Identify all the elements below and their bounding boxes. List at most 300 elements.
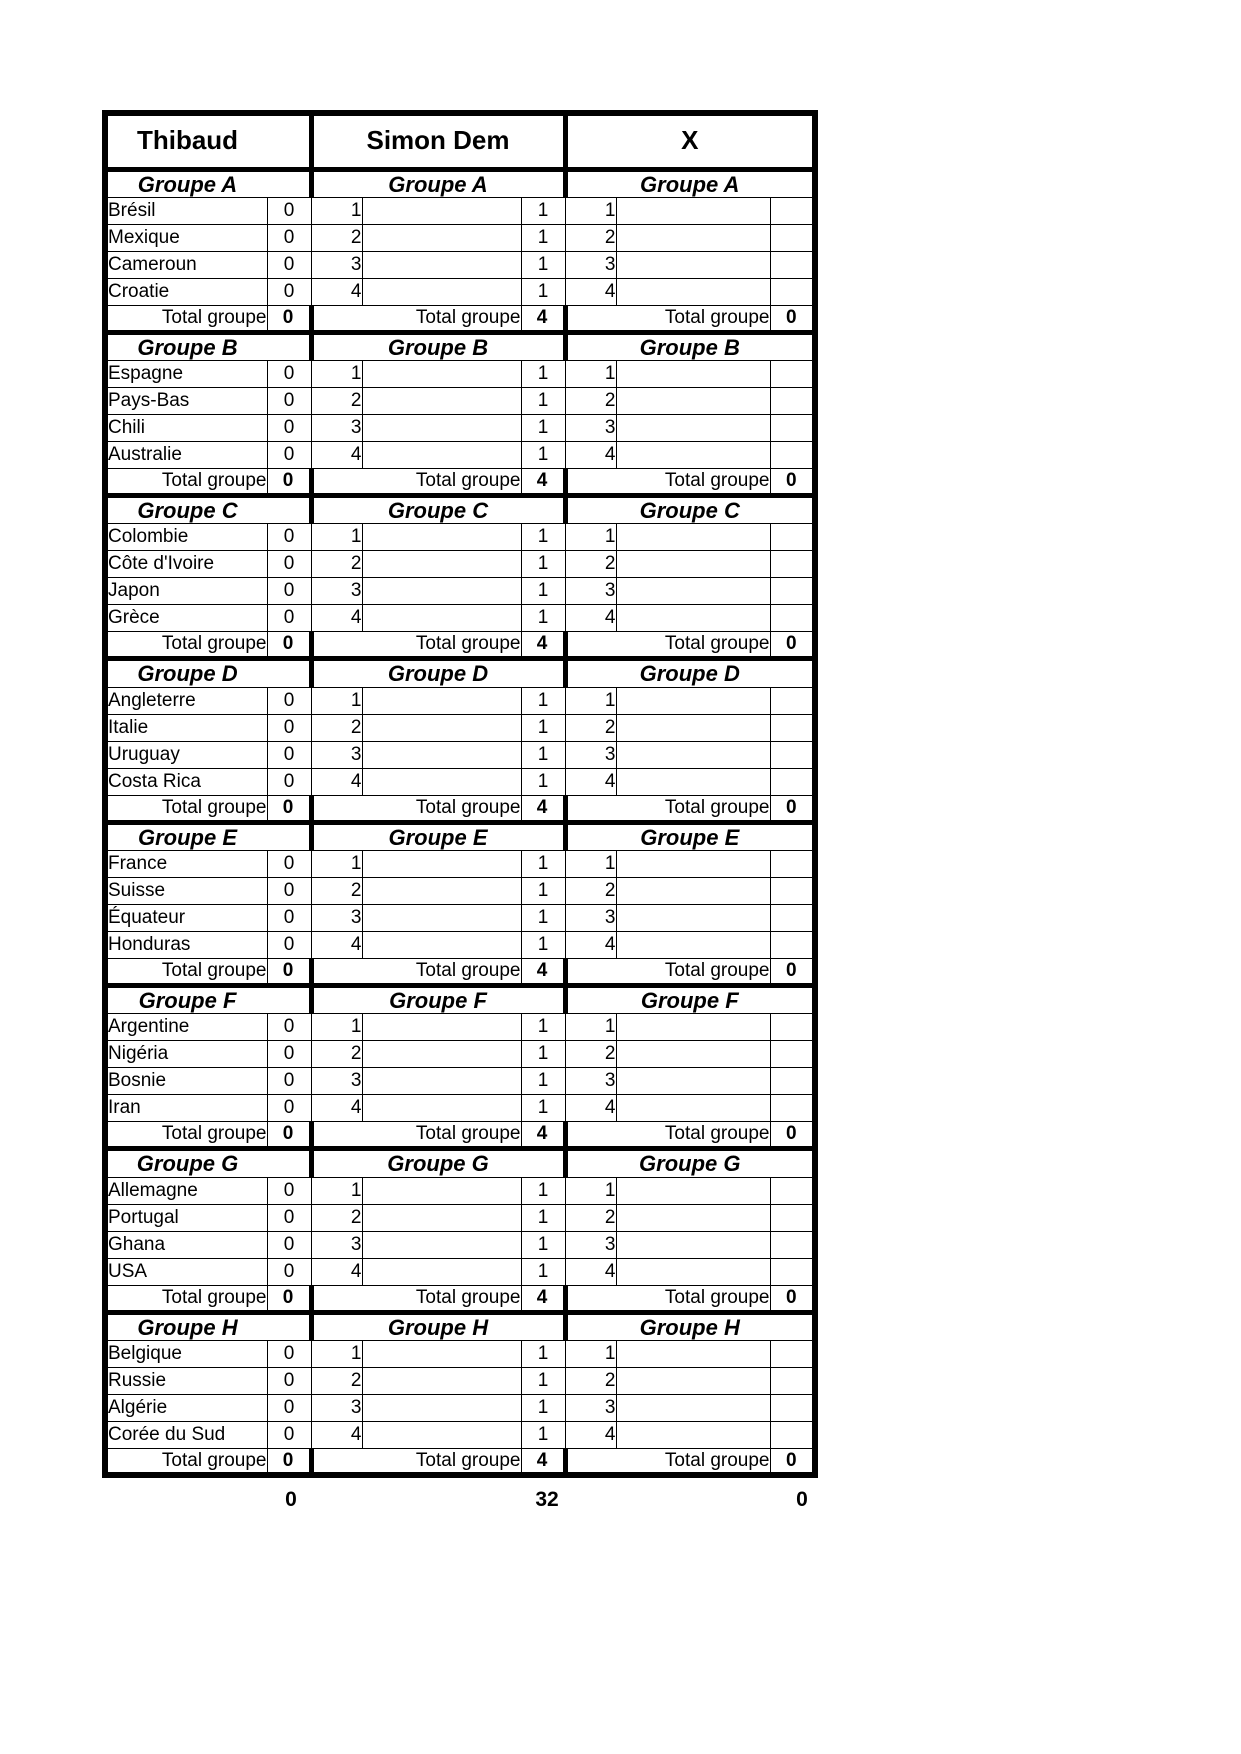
x-rank-cell: 4 <box>565 1095 616 1122</box>
team-name-cell: Iran <box>105 1095 267 1122</box>
thibaud-points-cell: 0 <box>267 605 311 632</box>
simon-points-cell: 1 <box>521 415 565 442</box>
total-group-label-x: Total groupe <box>565 795 770 822</box>
simon-team-cell <box>362 278 521 305</box>
team-name-cell: Australie <box>105 442 267 469</box>
total-group-label-thibaud: Total groupe <box>105 1448 267 1475</box>
simon-rank-cell: 4 <box>311 1258 362 1285</box>
team-name-cell: Chili <box>105 415 267 442</box>
simon-points-cell: 1 <box>521 551 565 578</box>
total-group-label-simon: Total groupe <box>311 795 521 822</box>
x-points-cell <box>770 877 815 904</box>
total-group-label-thibaud: Total groupe <box>105 632 267 659</box>
simon-points-cell: 1 <box>521 1231 565 1258</box>
simon-rank-cell: 3 <box>311 578 362 605</box>
simon-points-cell: 1 <box>521 1177 565 1204</box>
group-total-row <box>105 1285 815 1312</box>
simon-rank-cell: 2 <box>311 1367 362 1394</box>
team-row <box>105 605 815 632</box>
total-group-label-thibaud: Total groupe <box>105 469 267 496</box>
total-group-value-simon: 4 <box>521 469 565 496</box>
simon-points-cell: 1 <box>521 741 565 768</box>
total-group-label-simon: Total groupe <box>311 469 521 496</box>
simon-rank-cell: 4 <box>311 768 362 795</box>
x-team-cell <box>616 768 770 795</box>
thibaud-points-cell: 0 <box>267 741 311 768</box>
simon-team-cell <box>362 524 521 551</box>
team-row <box>105 1068 815 1095</box>
team-row <box>105 361 815 388</box>
x-team-cell <box>616 1068 770 1095</box>
simon-rank-cell: 3 <box>311 904 362 931</box>
simon-points-cell: 1 <box>521 197 565 224</box>
simon-team-cell <box>362 1204 521 1231</box>
group-label-x: Groupe F <box>565 985 815 1013</box>
group-total-row <box>105 632 815 659</box>
group-header-row <box>105 1312 815 1340</box>
x-points-cell <box>770 1068 815 1095</box>
simon-team-cell <box>362 768 521 795</box>
x-team-cell <box>616 877 770 904</box>
team-row <box>105 1394 815 1421</box>
total-group-label-simon: Total groupe <box>311 632 521 659</box>
team-row <box>105 687 815 714</box>
team-row <box>105 578 815 605</box>
team-name-cell: Belgique <box>105 1340 267 1367</box>
x-team-cell <box>616 524 770 551</box>
simon-rank-cell: 1 <box>311 361 362 388</box>
team-name-cell: Cameroun <box>105 251 267 278</box>
group-total-row <box>105 469 815 496</box>
x-rank-cell: 4 <box>565 1258 616 1285</box>
simon-points-cell: 1 <box>521 278 565 305</box>
total-group-label-x: Total groupe <box>565 305 770 332</box>
thibaud-points-cell: 0 <box>267 1421 311 1448</box>
x-points-cell <box>770 1204 815 1231</box>
group-label-thibaud: Groupe F <box>105 985 267 1013</box>
group-header-gap-thibaud <box>267 169 311 197</box>
simon-team-cell <box>362 1367 521 1394</box>
simon-rank-cell: 1 <box>311 1177 362 1204</box>
thibaud-points-cell: 0 <box>267 904 311 931</box>
simon-rank-cell: 2 <box>311 1041 362 1068</box>
group-header-row <box>105 169 815 197</box>
total-group-label-thibaud: Total groupe <box>105 958 267 985</box>
x-team-cell <box>616 687 770 714</box>
total-group-value-thibaud: 0 <box>267 1448 311 1475</box>
simon-rank-cell: 2 <box>311 714 362 741</box>
group-label-x: Groupe H <box>565 1312 815 1340</box>
thibaud-points-cell: 0 <box>267 931 311 958</box>
team-row <box>105 197 815 224</box>
total-group-label-simon: Total groupe <box>311 305 521 332</box>
x-team-cell <box>616 714 770 741</box>
team-row <box>105 1177 815 1204</box>
x-rank-cell: 1 <box>565 1340 616 1367</box>
total-group-value-thibaud: 0 <box>267 469 311 496</box>
team-name-cell: Allemagne <box>105 1177 267 1204</box>
thibaud-points-cell: 0 <box>267 1177 311 1204</box>
simon-rank-cell: 3 <box>311 1068 362 1095</box>
total-group-value-x: 0 <box>770 632 815 659</box>
x-rank-cell: 1 <box>565 524 616 551</box>
team-row <box>105 1095 815 1122</box>
x-team-cell <box>616 605 770 632</box>
group-label-x: Groupe C <box>565 496 815 524</box>
simon-rank-cell: 1 <box>311 1014 362 1041</box>
thibaud-points-cell: 0 <box>267 1068 311 1095</box>
player-header-gap-thibaud <box>267 113 311 169</box>
group-label-simon: Groupe E <box>311 822 565 850</box>
simon-rank-cell: 2 <box>311 877 362 904</box>
x-points-cell <box>770 1258 815 1285</box>
x-team-cell <box>616 1204 770 1231</box>
group-label-x: Groupe D <box>565 659 815 687</box>
group-header-row <box>105 1149 815 1177</box>
team-row <box>105 551 815 578</box>
x-rank-cell: 1 <box>565 850 616 877</box>
x-team-cell <box>616 1095 770 1122</box>
prediction-sheet <box>102 110 818 1478</box>
thibaud-points-cell: 0 <box>267 442 311 469</box>
team-name-cell: Russie <box>105 1367 267 1394</box>
team-row <box>105 251 815 278</box>
simon-points-cell: 1 <box>521 687 565 714</box>
simon-team-cell <box>362 850 521 877</box>
thibaud-points-cell: 0 <box>267 1258 311 1285</box>
simon-team-cell <box>362 388 521 415</box>
x-team-cell <box>616 197 770 224</box>
x-rank-cell: 1 <box>565 687 616 714</box>
x-points-cell <box>770 251 815 278</box>
group-header-row <box>105 496 815 524</box>
x-rank-cell: 2 <box>565 1041 616 1068</box>
simon-rank-cell: 4 <box>311 605 362 632</box>
x-team-cell <box>616 1394 770 1421</box>
x-points-cell <box>770 1231 815 1258</box>
simon-rank-cell: 3 <box>311 741 362 768</box>
team-row <box>105 1231 815 1258</box>
simon-team-cell <box>362 415 521 442</box>
thibaud-points-cell: 0 <box>267 714 311 741</box>
simon-points-cell: 1 <box>521 1421 565 1448</box>
x-rank-cell: 3 <box>565 1231 616 1258</box>
player-column-header-x: X <box>565 113 815 169</box>
x-rank-cell: 2 <box>565 877 616 904</box>
group-label-thibaud: Groupe G <box>105 1149 267 1177</box>
team-name-cell: Côte d'Ivoire <box>105 551 267 578</box>
simon-points-cell: 1 <box>521 1014 565 1041</box>
x-rank-cell: 3 <box>565 578 616 605</box>
simon-points-cell: 1 <box>521 361 565 388</box>
x-points-cell <box>770 1421 815 1448</box>
x-rank-cell: 1 <box>565 361 616 388</box>
simon-rank-cell: 3 <box>311 251 362 278</box>
group-total-row <box>105 795 815 822</box>
team-row <box>105 415 815 442</box>
x-points-cell <box>770 1367 815 1394</box>
team-row <box>105 388 815 415</box>
total-group-value-simon: 4 <box>521 958 565 985</box>
team-row <box>105 1258 815 1285</box>
group-label-thibaud: Groupe C <box>105 496 267 524</box>
group-label-x: Groupe E <box>565 822 815 850</box>
team-name-cell: France <box>105 850 267 877</box>
x-rank-cell: 4 <box>565 442 616 469</box>
team-name-cell: Bosnie <box>105 1068 267 1095</box>
team-row <box>105 768 815 795</box>
x-team-cell <box>616 551 770 578</box>
group-label-simon: Groupe G <box>311 1149 565 1177</box>
thibaud-points-cell: 0 <box>267 1204 311 1231</box>
total-group-label-x: Total groupe <box>565 632 770 659</box>
total-group-label-simon: Total groupe <box>311 1285 521 1312</box>
total-group-value-thibaud: 0 <box>267 1122 311 1149</box>
group-label-x: Groupe G <box>565 1149 815 1177</box>
total-group-value-x: 0 <box>770 1285 815 1312</box>
total-group-value-x: 0 <box>770 958 815 985</box>
simon-team-cell <box>362 1041 521 1068</box>
simon-rank-cell: 4 <box>311 1421 362 1448</box>
x-rank-cell: 4 <box>565 768 616 795</box>
x-rank-cell: 1 <box>565 197 616 224</box>
total-group-value-simon: 4 <box>521 1122 565 1149</box>
group-header-gap-thibaud <box>267 985 311 1013</box>
x-team-cell <box>616 1177 770 1204</box>
group-header-row <box>105 822 815 850</box>
grand-totals-row <box>102 1484 817 1516</box>
x-points-cell <box>770 931 815 958</box>
team-name-cell: Colombie <box>105 524 267 551</box>
x-rank-cell: 3 <box>565 741 616 768</box>
total-group-value-thibaud: 0 <box>267 632 311 659</box>
team-row <box>105 714 815 741</box>
x-team-cell <box>616 1340 770 1367</box>
thibaud-points-cell: 0 <box>267 224 311 251</box>
simon-points-cell: 1 <box>521 1204 565 1231</box>
simon-rank-cell: 4 <box>311 442 362 469</box>
thibaud-points-cell: 0 <box>267 197 311 224</box>
x-points-cell <box>770 1095 815 1122</box>
x-team-cell <box>616 278 770 305</box>
thibaud-points-cell: 0 <box>267 251 311 278</box>
x-rank-cell: 4 <box>565 278 616 305</box>
simon-team-cell <box>362 904 521 931</box>
total-group-label-x: Total groupe <box>565 1448 770 1475</box>
simon-team-cell <box>362 1258 521 1285</box>
simon-rank-cell: 2 <box>311 551 362 578</box>
team-row <box>105 524 815 551</box>
total-group-value-thibaud: 0 <box>267 958 311 985</box>
x-team-cell <box>616 251 770 278</box>
total-group-label-simon: Total groupe <box>311 958 521 985</box>
simon-points-cell: 1 <box>521 931 565 958</box>
x-points-cell <box>770 415 815 442</box>
team-row <box>105 1340 815 1367</box>
x-points-cell <box>770 361 815 388</box>
simon-points-cell: 1 <box>521 1068 565 1095</box>
x-rank-cell: 3 <box>565 415 616 442</box>
total-group-value-x: 0 <box>770 305 815 332</box>
x-points-cell <box>770 850 815 877</box>
team-name-cell: Suisse <box>105 877 267 904</box>
x-rank-cell: 3 <box>565 251 616 278</box>
team-row <box>105 1421 815 1448</box>
team-name-cell: Croatie <box>105 278 267 305</box>
group-header-gap-thibaud <box>267 1149 311 1177</box>
group-header-row <box>105 332 815 360</box>
x-points-cell <box>770 388 815 415</box>
team-row <box>105 850 815 877</box>
group-header-gap-thibaud <box>267 659 311 687</box>
group-total-row <box>105 1448 815 1475</box>
simon-team-cell <box>362 1231 521 1258</box>
simon-team-cell <box>362 741 521 768</box>
x-team-cell <box>616 361 770 388</box>
group-label-simon: Groupe D <box>311 659 565 687</box>
x-rank-cell: 1 <box>565 1014 616 1041</box>
simon-rank-cell: 1 <box>311 850 362 877</box>
simon-points-cell: 1 <box>521 251 565 278</box>
player-column-header-thibaud: Thibaud <box>105 113 267 169</box>
simon-points-cell: 1 <box>521 1340 565 1367</box>
simon-points-cell: 1 <box>521 1258 565 1285</box>
x-points-cell <box>770 605 815 632</box>
simon-rank-cell: 4 <box>311 278 362 305</box>
simon-points-cell: 1 <box>521 850 565 877</box>
simon-team-cell <box>362 714 521 741</box>
simon-team-cell <box>362 877 521 904</box>
grand-total-x: 0 <box>796 1488 808 1511</box>
x-rank-cell: 1 <box>565 1177 616 1204</box>
group-label-thibaud: Groupe D <box>105 659 267 687</box>
team-row <box>105 278 815 305</box>
simon-team-cell <box>362 1177 521 1204</box>
simon-points-cell: 1 <box>521 1041 565 1068</box>
thibaud-points-cell: 0 <box>267 1041 311 1068</box>
x-points-cell <box>770 1041 815 1068</box>
player-header-row <box>105 113 815 169</box>
team-name-cell: Costa Rica <box>105 768 267 795</box>
x-team-cell <box>616 388 770 415</box>
simon-points-cell: 1 <box>521 442 565 469</box>
x-rank-cell: 2 <box>565 224 616 251</box>
grand-total-simon: 32 <box>535 1488 559 1511</box>
x-rank-cell: 2 <box>565 551 616 578</box>
group-label-thibaud: Groupe H <box>105 1312 267 1340</box>
x-team-cell <box>616 741 770 768</box>
group-label-simon: Groupe C <box>311 496 565 524</box>
thibaud-points-cell: 0 <box>267 278 311 305</box>
simon-team-cell <box>362 251 521 278</box>
x-points-cell <box>770 442 815 469</box>
team-name-cell: Honduras <box>105 931 267 958</box>
simon-rank-cell: 3 <box>311 1231 362 1258</box>
x-points-cell <box>770 687 815 714</box>
thibaud-points-cell: 0 <box>267 1095 311 1122</box>
total-group-label-thibaud: Total groupe <box>105 1122 267 1149</box>
team-name-cell: Équateur <box>105 904 267 931</box>
predictions-table <box>102 110 818 1478</box>
x-team-cell <box>616 578 770 605</box>
team-row <box>105 442 815 469</box>
simon-team-cell <box>362 1068 521 1095</box>
x-team-cell <box>616 850 770 877</box>
group-total-row <box>105 1122 815 1149</box>
thibaud-points-cell: 0 <box>267 388 311 415</box>
total-group-value-thibaud: 0 <box>267 1285 311 1312</box>
simon-team-cell <box>362 361 521 388</box>
x-rank-cell: 4 <box>565 931 616 958</box>
x-rank-cell: 3 <box>565 1068 616 1095</box>
x-rank-cell: 2 <box>565 388 616 415</box>
team-name-cell: Angleterre <box>105 687 267 714</box>
team-row <box>105 1367 815 1394</box>
x-team-cell <box>616 904 770 931</box>
team-name-cell: Corée du Sud <box>105 1421 267 1448</box>
group-header-gap-thibaud <box>267 496 311 524</box>
x-points-cell <box>770 197 815 224</box>
simon-team-cell <box>362 1014 521 1041</box>
thibaud-points-cell: 0 <box>267 687 311 714</box>
x-points-cell <box>770 278 815 305</box>
group-label-simon: Groupe F <box>311 985 565 1013</box>
simon-team-cell <box>362 442 521 469</box>
simon-points-cell: 1 <box>521 904 565 931</box>
group-header-row <box>105 985 815 1013</box>
simon-points-cell: 1 <box>521 714 565 741</box>
simon-points-cell: 1 <box>521 224 565 251</box>
simon-team-cell <box>362 1095 521 1122</box>
thibaud-points-cell: 0 <box>267 850 311 877</box>
team-name-cell: Pays-Bas <box>105 388 267 415</box>
x-points-cell <box>770 768 815 795</box>
x-points-cell <box>770 1394 815 1421</box>
total-group-label-thibaud: Total groupe <box>105 795 267 822</box>
x-points-cell <box>770 578 815 605</box>
x-rank-cell: 2 <box>565 714 616 741</box>
team-name-cell: Ghana <box>105 1231 267 1258</box>
simon-rank-cell: 3 <box>311 415 362 442</box>
total-group-value-thibaud: 0 <box>267 795 311 822</box>
group-label-thibaud: Groupe E <box>105 822 267 850</box>
simon-rank-cell: 4 <box>311 931 362 958</box>
x-team-cell <box>616 1258 770 1285</box>
simon-rank-cell: 4 <box>311 1095 362 1122</box>
x-team-cell <box>616 224 770 251</box>
total-group-value-simon: 4 <box>521 305 565 332</box>
simon-points-cell: 1 <box>521 524 565 551</box>
team-row <box>105 1014 815 1041</box>
x-rank-cell: 4 <box>565 1421 616 1448</box>
group-total-row <box>105 305 815 332</box>
simon-rank-cell: 3 <box>311 1394 362 1421</box>
x-points-cell <box>770 1340 815 1367</box>
x-team-cell <box>616 442 770 469</box>
group-label-thibaud: Groupe B <box>105 332 267 360</box>
thibaud-points-cell: 0 <box>267 578 311 605</box>
x-team-cell <box>616 1014 770 1041</box>
team-name-cell: USA <box>105 1258 267 1285</box>
thibaud-points-cell: 0 <box>267 1231 311 1258</box>
x-points-cell <box>770 551 815 578</box>
team-row <box>105 1204 815 1231</box>
team-name-cell: Nigéria <box>105 1041 267 1068</box>
team-name-cell: Portugal <box>105 1204 267 1231</box>
x-points-cell <box>770 224 815 251</box>
group-label-simon: Groupe A <box>311 169 565 197</box>
thibaud-points-cell: 0 <box>267 415 311 442</box>
